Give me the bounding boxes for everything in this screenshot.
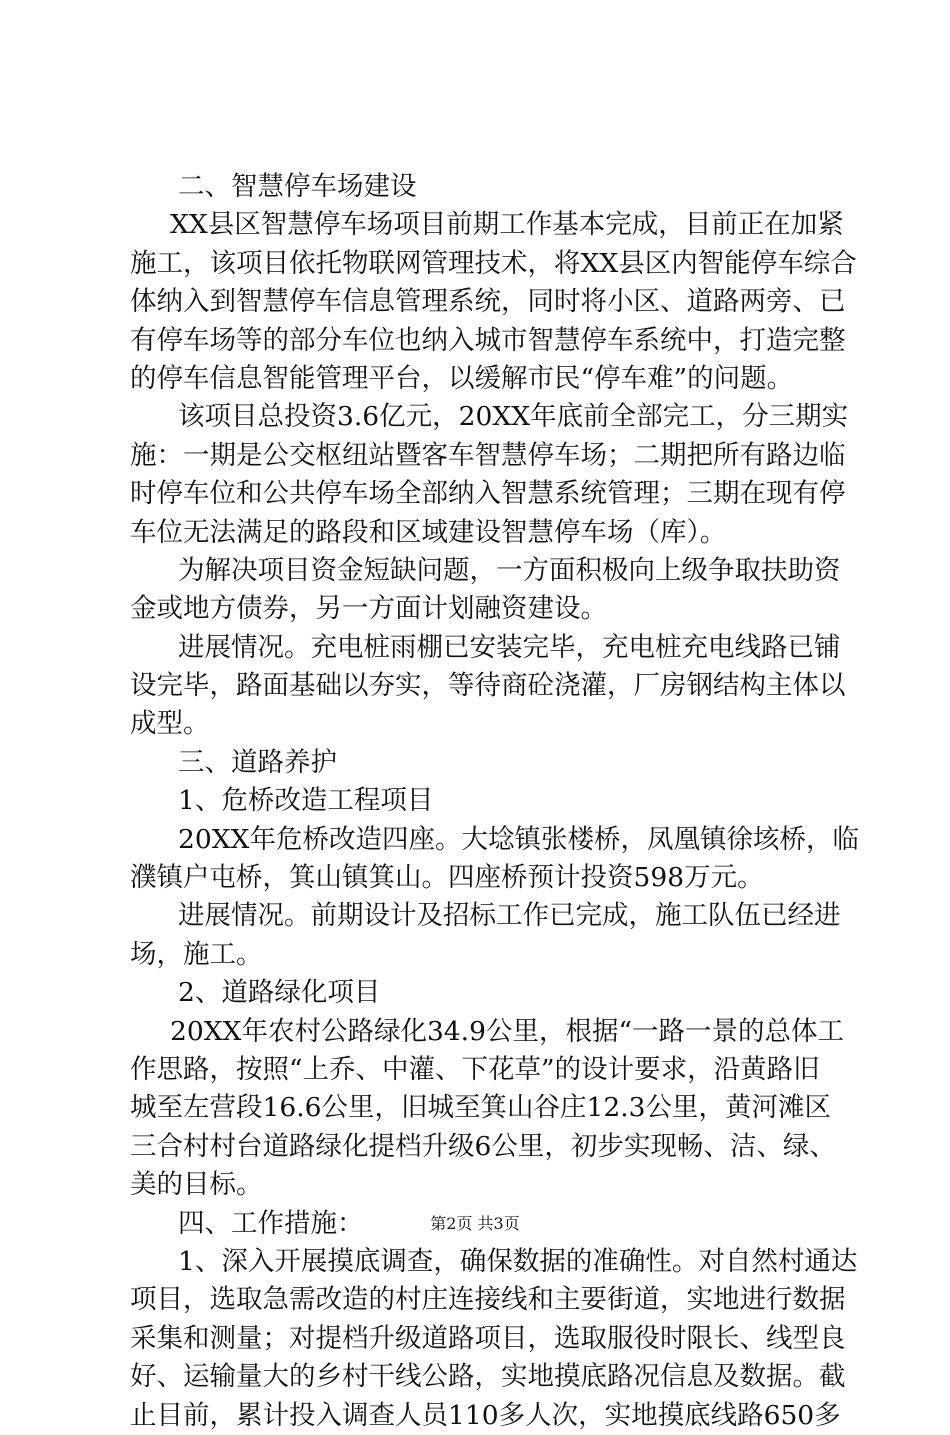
paragraph-line: 场，施工。 xyxy=(130,938,263,970)
paragraph-line: 止目前，累计投入调查人员110多人次，实地摸底线路650多 xyxy=(130,1399,841,1431)
paragraph-line: 城至左营段16.6公里，旧城至箕山谷庄12.3公里，黄河滩区 xyxy=(130,1092,832,1124)
paragraph-line: 施工，该项目依托物联网管理技术，将XX县区内智能停车综合 xyxy=(130,247,857,279)
paragraph-line: 设完毕，路面基础以夯实，等待商砼浇灌，厂房钢结构主体以 xyxy=(130,670,846,702)
section-heading: 四、工作措施： xyxy=(178,1207,364,1239)
subsection-heading: 2、道路绿化项目 xyxy=(178,977,381,1009)
section-heading: 三、道路养护 xyxy=(178,746,337,778)
paragraph-line: 20XX年危桥改造四座。大埝镇张楼桥，凤凰镇徐垓桥，临 xyxy=(178,823,859,855)
paragraph-line: 成型。 xyxy=(130,708,210,740)
paragraph-line: XX县区智慧停车场项目前期工作基本完成，目前正在加紧 xyxy=(170,209,844,241)
paragraph-line: 三合村村台道路绿化提档升级6公里，初步实现畅、洁、绿、 xyxy=(130,1130,836,1162)
page-footer xyxy=(0,1212,950,1236)
paragraph-line: 车位无法满足的路段和区域建设智慧停车场（库）。 xyxy=(130,516,727,548)
paragraph-line: 时停车位和公共停车场全部纳入智慧系统管理；三期在现有停 xyxy=(130,478,846,510)
section-heading: 二、智慧停车场建设 xyxy=(178,171,417,202)
document-body xyxy=(130,168,859,1435)
paragraph-line: 施：一期是公交枢纽站暨客车智慧停车场；二期把所有路边临 xyxy=(130,439,846,471)
paragraph-line: 有停车场等的部分车位也纳入城市智慧停车系统中，打造完整 xyxy=(130,324,846,356)
paragraph-line: 体纳入到智慧停车信息管理系统，同时将小区、道路两旁、已 xyxy=(130,286,846,318)
paragraph-line: 项目，选取急需改造的村庄连接线和主要街道，实地进行数据 xyxy=(130,1284,846,1316)
paragraph-line: 濮镇户屯桥，箕山镇箕山。四座桥预计投资598万元。 xyxy=(130,862,764,894)
paragraph-line: 该项目总投资3.6亿元，20XX年底前全部完工，分三期实 xyxy=(178,401,849,433)
paragraph-line: 1、深入开展摸底调查，确保数据的准确性。对自然村通达 xyxy=(178,1245,858,1277)
paragraph-line: 的停车信息智能管理平台，以缓解市民“停车难”的问题。 xyxy=(130,362,794,394)
paragraph-line: 进展情况。前期设计及招标工作已完成，施工队伍已经进 xyxy=(178,900,841,932)
paragraph-line: 采集和测量；对提档升级道路项目，选取服役时限长、线型良 xyxy=(130,1322,846,1354)
paragraph-line: 金或地方债券，另一方面计划融资建设。 xyxy=(130,593,607,625)
paragraph-line: 美的目标。 xyxy=(130,1169,263,1201)
paragraph-line: 进展情况。充电桩雨棚已安装完毕，充电桩充电线路已铺 xyxy=(178,631,841,663)
paragraph-line: 为解决项目资金短缺问题，一方面积极向上级争取扶助资 xyxy=(178,554,841,586)
paragraph-line: 20XX年农村公路绿化34.9公里，根据“一路一景的总体工 xyxy=(170,1015,845,1047)
page-number-label: 第2页 共3页 xyxy=(430,1214,520,1233)
paragraph-line: 作思路，按照“上乔、中灌、下花草”的设计要求，沿黄路旧 xyxy=(130,1053,820,1085)
subsection-heading: 1、危桥改造工程项目 xyxy=(178,785,434,817)
paragraph-line: 好、运输量大的乡村干线公路，实地摸底路况信息及数据。截 xyxy=(130,1361,846,1393)
